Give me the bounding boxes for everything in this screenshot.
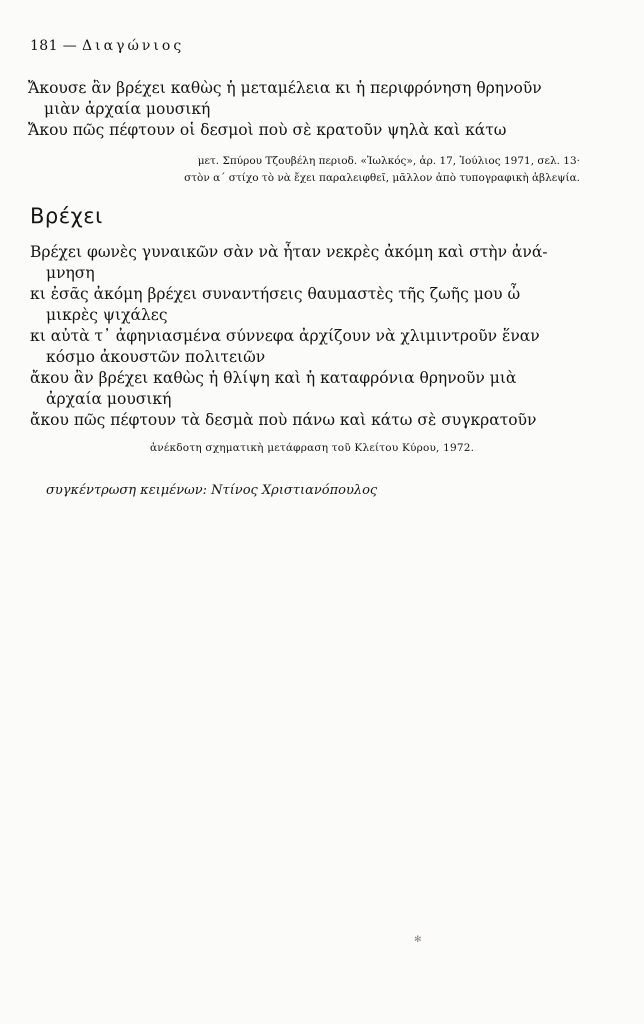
poem-line: κι ἐσᾶς ἀκόμη βρέχει συναντήσεις θαυμαστὲς τῆς ζωῆς μου ὦ bbox=[30, 285, 521, 303]
poem-line: κι αὐτὰ τ᾽ ἀφηνιασμένα σύννεφα ἀρχίζουν νὰ χλιμιντροῦν ἕναν bbox=[30, 327, 540, 345]
original-verses bbox=[28, 78, 578, 141]
poem-line: μνηση bbox=[46, 264, 95, 282]
verse-line: Ἄκουσε ἂν βρέχει καθὼς ἡ μεταμέλεια κι ἡ περιφρόνηση θρηνοῦν bbox=[28, 79, 542, 97]
note-line: στὸν α΄ στίχο τὸ νὰ ἔχει παραλειφθεῖ, μᾶλλον ἀπὸ τυπογραφικὴ ἀβλεψία. bbox=[184, 172, 580, 184]
verse-line: μιὰν ἀρχαία μουσική bbox=[44, 100, 211, 118]
paper-speck: ✻ bbox=[414, 935, 422, 945]
running-header bbox=[30, 38, 184, 54]
verse-line: Ἄκου πῶς πέφτουν οἱ δεσμοὶ ποὺ σὲ κρατοῦν ψηλὰ καὶ κάτω bbox=[28, 121, 507, 139]
compiler-credit: συγκέντρωση κειμένων: Ντίνος Χριστιανόπουλος bbox=[46, 483, 378, 498]
poem-line: ἄκου πῶς πέφτουν τὰ δεσμὰ ποὺ πάνω καὶ κάτω σὲ συγκρατοῦν bbox=[30, 411, 537, 429]
poem-line: κόσμο ἀκουστῶν πολιτειῶν bbox=[46, 348, 266, 366]
poem-line: ἀρχαία μουσική bbox=[46, 390, 172, 408]
header-separator: — bbox=[62, 38, 78, 54]
page-number: 181 bbox=[30, 38, 58, 54]
poem-line: μικρὲς ψιχάλες bbox=[46, 306, 168, 324]
journal-title: Διαγώνιος bbox=[82, 38, 185, 54]
poem-title: Βρέχει bbox=[30, 204, 103, 228]
poem-line: ἄκου ἂν βρέχει καθὼς ἡ θλίψη καὶ ἡ καταφρόνια θρηνοῦν μιὰ bbox=[30, 369, 517, 387]
poem-line: Βρέχει φωνὲς γυναικῶν σὰν νὰ ἦταν νεκρὲς ἀκόμη καὶ στὴν ἀνά- bbox=[30, 243, 548, 261]
poem-body bbox=[30, 242, 585, 431]
unpublished-translation-note: ἀνέκδοτη σχηματικὴ μετάφραση τοῦ Κλείτου Κύρου, 1972. bbox=[150, 442, 475, 454]
note-line: μετ. Σπύρου Τζουβέλη περιοδ. «Ἰωλκός», ἀρ. 17, Ἰούλιος 1971, σελ. 13· bbox=[197, 155, 580, 167]
translation-note bbox=[110, 153, 580, 187]
